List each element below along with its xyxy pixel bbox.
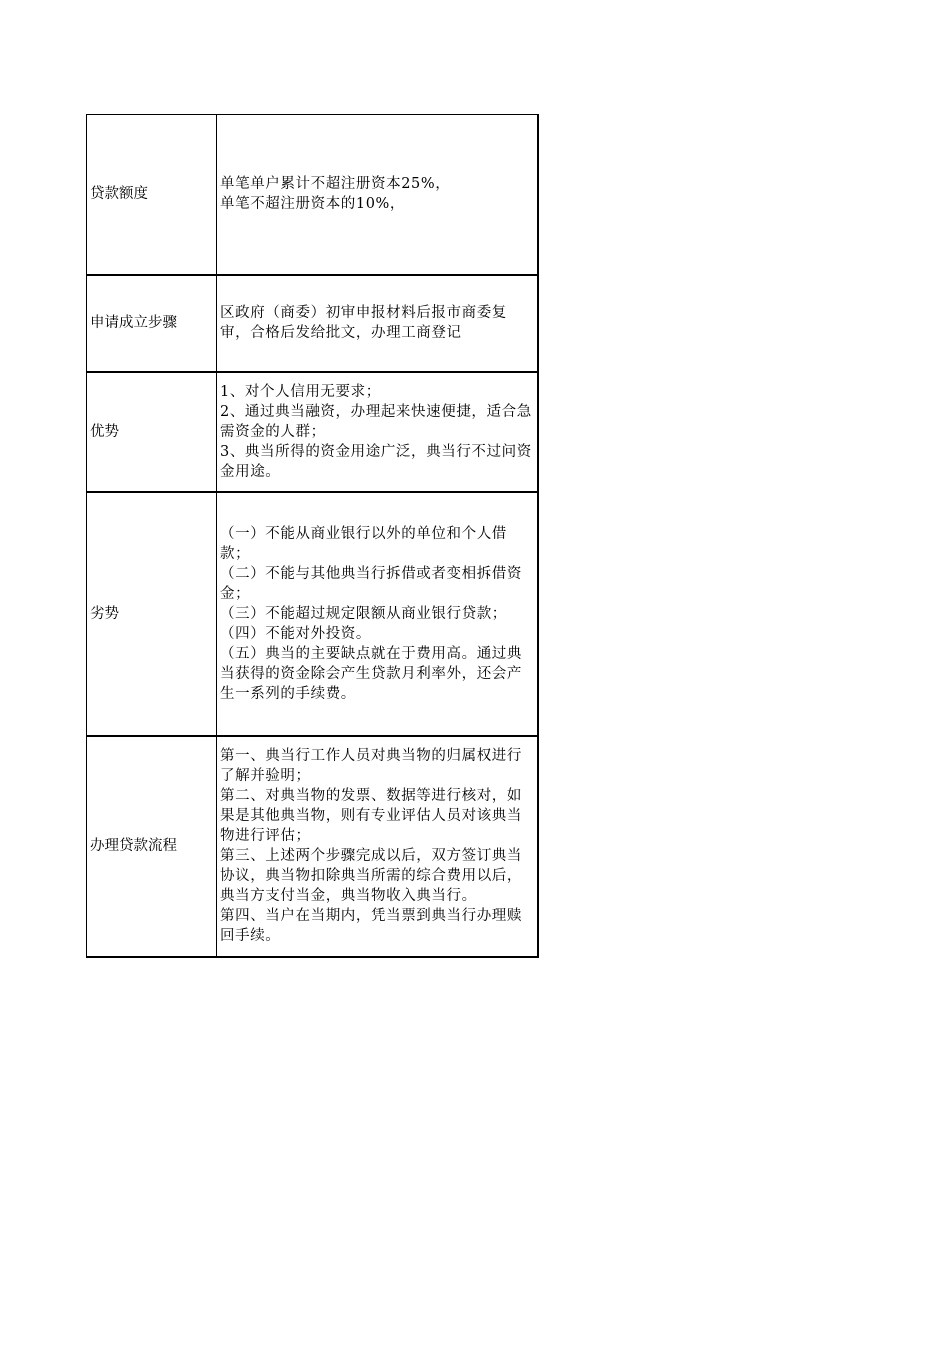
table-row-establish-steps	[87, 275, 539, 372]
row-content	[217, 275, 539, 372]
table-row-loan-process	[87, 736, 539, 957]
content-line: 1、对个人信用无要求；	[220, 383, 381, 400]
row-label: 办理贷款流程	[87, 736, 217, 957]
content-line: （三）不能超过规定限额从商业银行贷款；	[220, 605, 507, 622]
content-line: （五）典当的主要缺点就在于费用高。通过典当获得的资金除会产生贷款月利率外，还会产生一系列的手续费。	[220, 645, 522, 702]
table-row-disadvantages	[87, 492, 539, 736]
row-label: 优势	[87, 372, 217, 492]
content-line: 第二、对典当物的发票、数据等进行核对，如果是其他典当物，则有专业评估人员对该典当物进行评估；	[220, 788, 522, 844]
content-line: 第一、典当行工作人员对典当物的归属权进行了解并验明；	[220, 748, 522, 784]
table-row-advantages	[87, 372, 539, 492]
content-line: 单笔不超注册资本的10%，	[220, 196, 406, 213]
table-row-loan-amount	[87, 115, 539, 275]
row-label: 劣势	[87, 492, 217, 736]
row-content	[217, 372, 539, 492]
content-line: （一）不能从商业银行以外的单位和个人借款；	[220, 525, 507, 562]
row-content	[217, 736, 539, 957]
content-line: 区政府（商委）初审申报材料后报市商委复审，合格后发给批文，办理工商登记	[220, 305, 507, 341]
row-label: 申请成立步骤	[87, 275, 217, 372]
content-line: 2、通过典当融资，办理起来快速便捷，适合急需资金的人群；	[220, 403, 532, 440]
loan-info-table	[86, 114, 539, 958]
content-line: （四）不能对外投资。	[220, 625, 371, 642]
content-line: （二）不能与其他典当行拆借或者变相拆借资金；	[220, 565, 522, 602]
content-line: 第三、上述两个步骤完成以后，双方签订典当协议，典当物扣除典当所需的综合费用以后，典当方支付当金，典当物收入典当行。	[220, 848, 522, 904]
row-content	[217, 115, 539, 275]
content-line: 3、典当所得的资金用途广泛，典当行不过问资金用途。	[220, 443, 532, 480]
content-line: 第四、当户在当期内，凭当票到典当行办理赎回手续。	[220, 908, 522, 944]
content-line: 单笔单户累计不超注册资本25%，	[220, 176, 451, 193]
row-label: 贷款额度	[87, 115, 217, 275]
row-content	[217, 492, 539, 736]
